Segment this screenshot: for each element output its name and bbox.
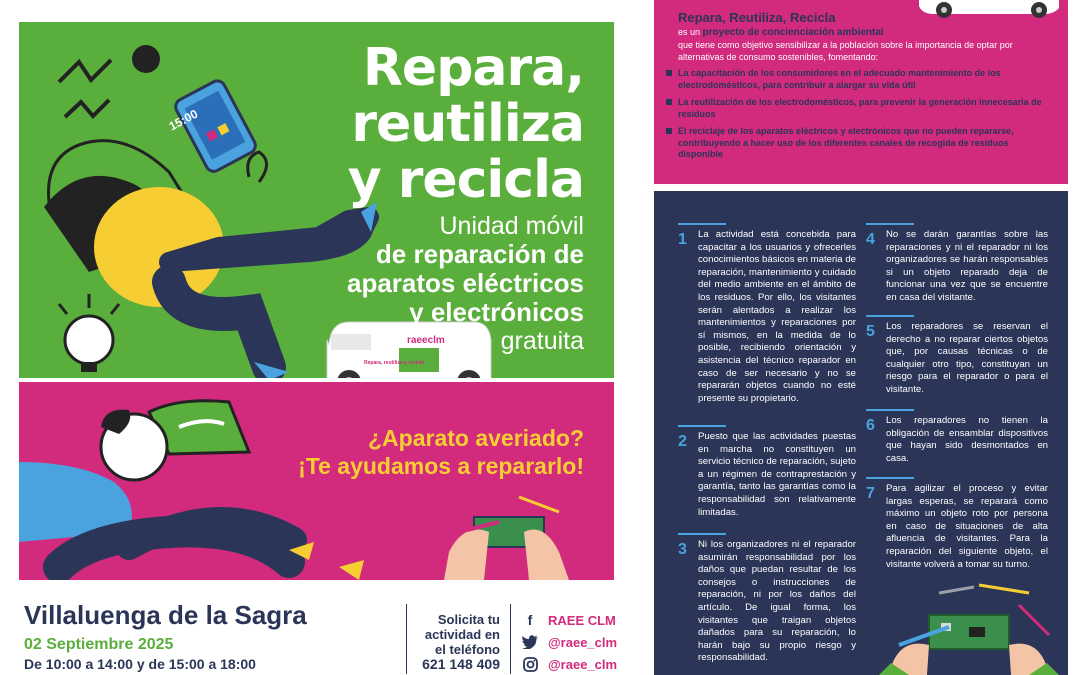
rule-divider xyxy=(866,477,914,479)
subtitle-end: gratuita xyxy=(500,327,584,355)
rule-divider xyxy=(866,409,914,411)
event-town: Villaluenga de la Sagra xyxy=(24,600,307,630)
rule-divider xyxy=(866,223,914,225)
title-line: y recicla xyxy=(347,150,584,210)
help-question: ¿Aparato averiado? xyxy=(368,425,584,451)
hero-panel xyxy=(19,22,614,378)
about-intro-rest: que tiene como objetivo sensibilizar a la población sobre la importancia de optar por alternativas de consumo sostenibles, fomentando: xyxy=(678,40,1013,62)
event-hours: De 10:00 a 14:00 y de 15:00 a 18:00 xyxy=(24,656,256,672)
help-panel xyxy=(19,382,614,580)
rule-text: No se darán garantías sobre las reparaciones y ni el reparador ni los organizadores se harán responsables si un objeto reparado deja de funcionar una vez que se encuentre en casa del visitante. xyxy=(886,229,1048,303)
about-bullet: El reciclaje de los aparatos eléctricos y electrónicos que no pueden repararse, contribuyendo a hacer uso de los diferentes canales de recogida de residuos disponible xyxy=(666,126,1056,161)
help-illustration xyxy=(19,382,614,580)
repair-hands-illustration xyxy=(879,575,1059,675)
request-phone[interactable]: 621 148 409 xyxy=(422,656,500,672)
divider xyxy=(510,604,511,674)
twitter-icon xyxy=(522,634,538,650)
about-box xyxy=(654,0,1068,184)
about-bullet: La reutilización de los electrodomésticos, para prevenir la generación innecesaria de residuos xyxy=(666,97,1056,120)
rule-number: 1 xyxy=(678,231,687,248)
rule-divider xyxy=(678,223,726,225)
facebook-icon: f xyxy=(527,612,533,628)
help-answer: ¡Te ayudamos a repararlo! xyxy=(298,453,584,479)
social-twitter[interactable] xyxy=(522,631,617,653)
rule-text: Para agilizar el proceso y evitar largas esperas, se reparará como máximo un objeto roto por persona en caso de situaciones de alta afluencia de visitantes. Para la reparación del siguiente objeto, el visitante volverá a tomar su turno. xyxy=(886,483,1048,570)
rule-number: 7 xyxy=(866,485,875,502)
request-info xyxy=(410,612,500,672)
rule-text: Ni los organizadores ni el reparador asumirán responsabilidad por los daños que puedan resultar de los consejos o instrucciones de reparación, ni por los daños del artículo. De igual forma, los visitantes que traigan objetos dañados para su reparación, lo harán bajo su propio riesgo y responsabilidad. xyxy=(698,539,856,664)
event-date: 02 Septiembre 2025 xyxy=(24,636,174,653)
social-instagram[interactable] xyxy=(522,653,617,675)
title-line: Repara, xyxy=(362,38,584,98)
subtitle-bold: de reparación de xyxy=(375,239,584,269)
rule-divider xyxy=(678,425,726,427)
subtitle-bold: y electrónicos xyxy=(409,297,584,327)
social-label: @raee_clm xyxy=(548,656,618,672)
instagram-icon xyxy=(522,656,538,672)
request-line: actividad en xyxy=(424,627,500,642)
divider xyxy=(406,604,407,674)
social-links xyxy=(522,609,617,675)
request-line: Solicita tu xyxy=(437,612,500,627)
about-intro-bold: proyecto de concienciación ambiental xyxy=(702,27,884,38)
request-line: el teléfono xyxy=(434,642,500,657)
rule-number: 2 xyxy=(678,433,687,450)
social-facebook[interactable] xyxy=(522,609,617,631)
social-label: RAEE CLM xyxy=(548,612,616,628)
about-bullet: La capacitación de los consumidores en el adecuado mantenimiento de los electrodomésticos, para contribuir a alargar su vida útil xyxy=(666,68,1056,91)
rule-number: 3 xyxy=(678,541,687,558)
van-slogan: Repara, reutiliza y recicla xyxy=(364,360,425,366)
rule-text: Los reparadores se reservan el derecho a no reparar ciertos objetos que, por causas técnicas o de cualquier otro tipo, constituyan un riesgo para el reparador o para el visitante. xyxy=(886,321,1048,395)
subtitle-intro: Unidad móvil xyxy=(439,212,584,240)
hero-title xyxy=(254,40,584,208)
phone-clock: 15:00 xyxy=(166,106,201,134)
rules-box xyxy=(654,191,1068,675)
about-bullets xyxy=(666,68,1056,167)
help-message xyxy=(244,424,584,480)
title-line: reutiliza xyxy=(351,94,584,154)
social-label: @raee_clm xyxy=(548,634,618,650)
rule-text: Los reparadores no tienen la obligación de ensamblar dispositivos que hayan sido desmontados en casa. xyxy=(886,415,1048,464)
subtitle-bold: aparatos eléctricos xyxy=(346,268,584,298)
rule-text: La actividad está concebida para capacitar a los usuarios y ofrecerles conocimientos básicos en materia de reparación, mantenimiento y cuidado del medio ambiente en el ámbito de los residuos. Por ello, los visitantes serán alentados a realizar los mantenimientos y reparaciones por sí mismos, en la medida de lo posible, recibiendo orientación y asistencia del técnico reparador en caso de ser necesario y no se repararán objetos cuando no esté presente su propietario. xyxy=(698,229,856,404)
about-intro xyxy=(678,26,1048,63)
about-intro-prefix: es un xyxy=(678,27,703,37)
van-icon xyxy=(914,0,1064,20)
van-brand: raeeclm xyxy=(407,335,445,346)
rule-divider xyxy=(678,533,726,535)
rule-number: 4 xyxy=(866,231,875,248)
about-title: Repara, Reutiliza, Recicla xyxy=(678,10,836,25)
rule-divider xyxy=(866,315,914,317)
rule-number: 5 xyxy=(866,323,875,340)
hero-subtitle xyxy=(254,212,584,355)
rule-text: Puesto que las actividades puestas en marcha no constituyen un servicio técnico de reparación, sujeto a un régimen de contraprestación y garantía, tanto las garantías como la responsabilidad son relativamente limitadas. xyxy=(698,431,856,518)
rule-number: 6 xyxy=(866,417,875,434)
